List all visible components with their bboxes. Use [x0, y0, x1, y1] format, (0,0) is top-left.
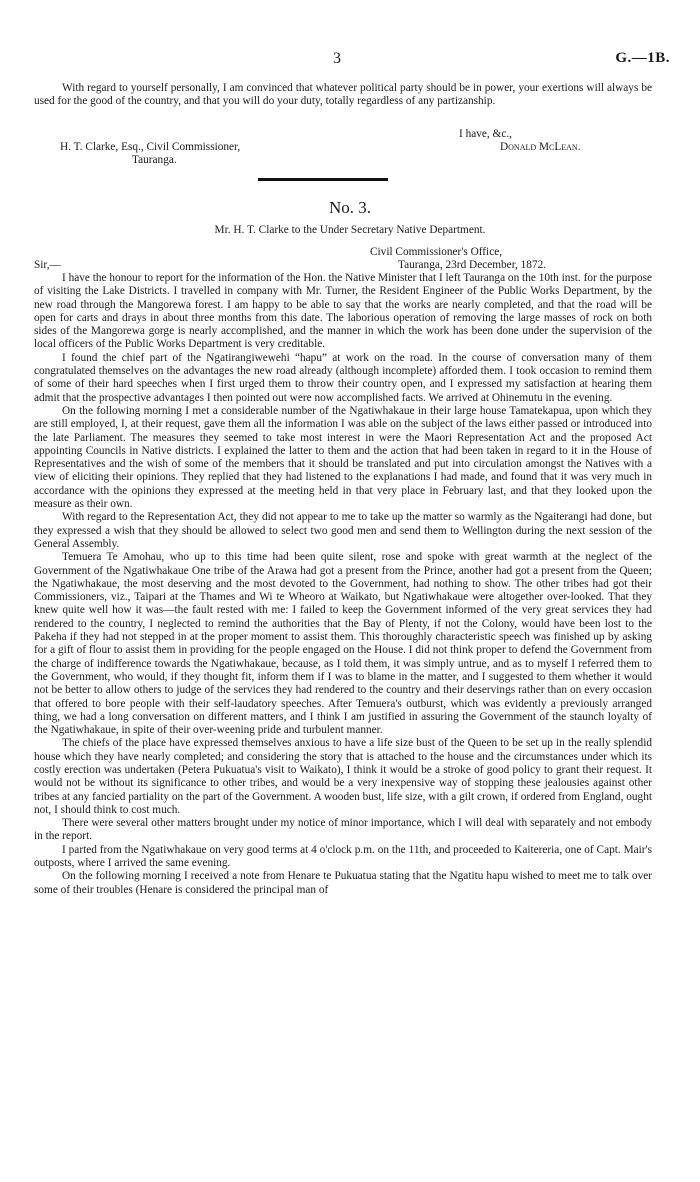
report-paragraph: On the following morning I received a note from Henare te Pukuatua stating that the Ngatitu hapu wished to meet me to talk over some of their troubles (Henare is considered the principal man of — [34, 870, 652, 896]
report-body — [34, 272, 652, 897]
report-paragraph: There were several other matters brought under my notice of minor importance, which I will deal with separately and not embody in the report. — [34, 817, 652, 843]
report-paragraph: With regard to the Representation Act, they did not appear to me to take up the matter so warmly as the Ngaiterangi had done, but they expressed a wish that they should be allowed to select two good men and send them to Wellington during the next session of the General Assembly. — [34, 511, 652, 550]
document-number: No. 3. — [328, 198, 372, 217]
sign-off: I have, &c., — [459, 128, 513, 140]
report-paragraph: Temuera Te Amohau, who up to this time had been quite silent, rose and spoke with great warmth at the neglect of the Government of the Ngatiwhakaue One tribe of the Arawa had got a present from the Prince, another had got a present from the Queen; the Ngatiwhakaue, the most deserving and the most devoted to the Government, had nothing to show. The other tribes had got their Commissioners, viz., Taipari at the Thames and Wi te Wheoro at Waikato, but Ngatiwhakaue were altogether over-looked. That they knew quite well how it was—the fault rested with me: I failed to keep the Government informed of the very great services they had rendered to the country, I neglected to remind the authorities that the Bay of Plenty, if not the Colony, would have been lost to the Pakeha if they had not stepped in at the proper moment to assist them. This thoroughly characteristic speech was finished up by asking for a gift of flour to assist them in providing for the people engaged on the House. I did not think proper to defend the Government from the charge of indifference towards the Ngatiwhakaue, because, as I told them, it was simply untrue, and as to myself I referred them to the Government, who would, if they thought fit, inform them if I was to blame in the matter, and I suggested to them whether it would not be better to allow others to judge of the services they had rendered to the country and their deservings rather than on every occasion that offered to bore people with their self-laudatory speeches. After Temuera's outburst, which was evidently a previously arranged thing, we had a long conversation on different matters, and I think I am justified in assuring the Government of the staunch loyalty of the Ngatiwhakaue, in spite of their over-weening pride and turbulent manner. — [34, 551, 652, 737]
report-paragraph: On the following morning I met a considerable number of the Ngatiwhakaue in their large house Tamatekapua, upon which they are still employed, I, at their request, gave them all the information I was able on the subject of the laws either passed or introduced into the late Parliament. The measures they seemed to take most interest in were the Maori Representation Act and the proposed Act appointing Councils in Native districts. I explained the latter to them and the action that had been taken in regard to it in the House of Representatives and the wish of some of the members that it should be translated and put into circulation amongst the Natives with a view of eliciting their opinions. They replied that they had listened to the explanations I had made, and found that it was very much in accordance with the opinions they expressed at the meeting held in that very place in February last, and that they looked upon the measure as their own. — [34, 404, 652, 511]
intro-section — [34, 82, 652, 109]
section-divider — [258, 178, 388, 181]
report-paragraph: I parted from the Ngatiwhakaue on very good terms at 4 o'clock p.m. on the 11th, and proceeded to Kaitereria, one of Capt. Mair's outposts, where I arrived the same evening. — [34, 843, 652, 870]
document-title: Mr. H. T. Clarke to the Under Secretary Native Department. — [214, 224, 486, 236]
report-paragraph: The chiefs of the place have expressed themselves anxious to have a life size bust of the Queen to be set up in the really splendid house which they have nearly completed; and considering the story that is attached to the house and the circumstances under which its costly erection was undertaken (Petera Pukuatua's visit to Waikato), I think it would be a stroke of good policy to grant their request. It would not be without its significance to other tribes, and would be a very inexpensive way of stopping these jealousies against other tribes at any fancied partiality on the part of the Government. A wooden bust, life size, with a gilt crown, if ordered from England, ought not, I should think to cost much. — [34, 737, 652, 816]
place-date: Tauranga, 23rd December, 1872. — [398, 259, 547, 271]
page-reference: G.—1B. — [615, 50, 670, 66]
salutation: Sir,— — [34, 259, 61, 271]
report-paragraph: I found the chief part of the Ngatirangiwewehi “hapu” at work on the road. In the course of conversation many of them congratulated themselves on the advantages the new road already (although incomplete) afforded them. I took occasion to remind them of some of their hard speeches when I first urged them to throw their country open, and I expressed my satisfaction at hearing them admit that the prospective advantages I then pointed out were now accomplished facts. We arrived at Ohinemutu in the evening. — [34, 351, 652, 404]
page-header — [0, 50, 700, 70]
intro-paragraph: With regard to yourself personally, I am convinced that whatever political party should be in power, your exertions will always be used for the good of the country, and that you will do your duty, totally regardless of any partizanship. — [34, 82, 652, 108]
office-address: Civil Commissioner's Office, — [370, 246, 503, 258]
recipient-line-2: Tauranga. — [132, 154, 177, 166]
report-paragraph: I have the honour to report for the information of the Hon. the Native Minister that I left Tauranga on the 10th inst. for the purpose of visiting the Lake Districts. I travelled in company with Mr. Turner, the Resident Engineer of the Public Works Department, by the new road through the Mangorewa forest. I am happy to be able to say that the works are nearly completed, and that the road will be open for carts and drays in about three months from this date. The laborious operation of removing the large masses of rock on both sides of the Mangorewa gorge is nearly accomplished, and the manner in which the work has been done under the supervision of the local officers of the Public Works Department is very creditable. — [34, 272, 652, 351]
page-number: 3 — [333, 50, 341, 67]
recipient-line-1: H. T. Clarke, Esq., Civil Commissioner, — [60, 141, 241, 153]
signatory: Donald McLean. — [500, 141, 581, 153]
